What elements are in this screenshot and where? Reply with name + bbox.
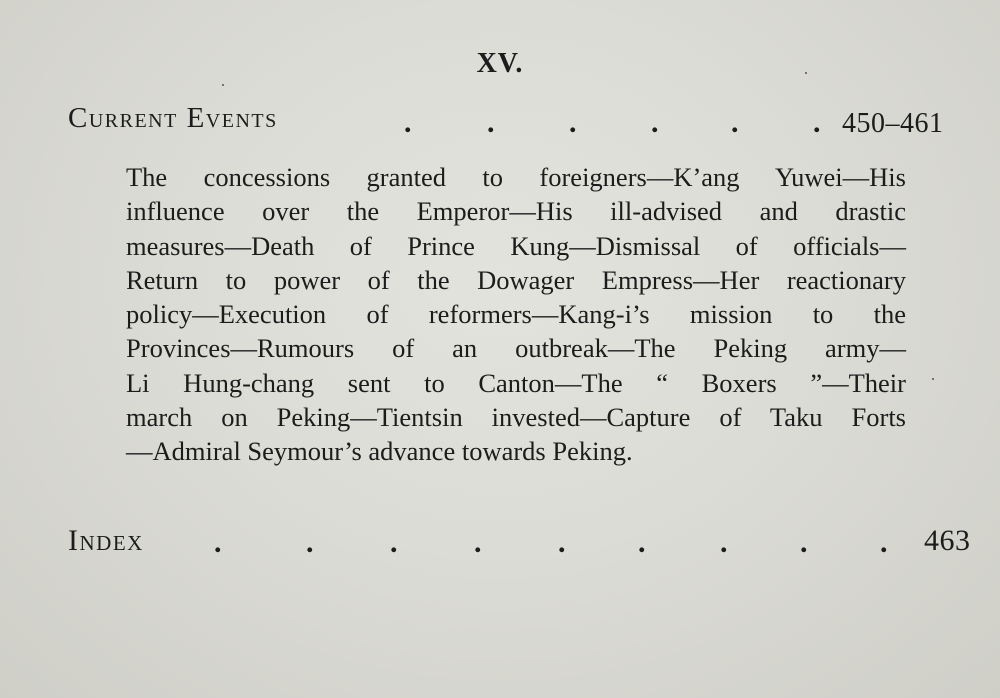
entry-title: Current Events <box>68 102 278 134</box>
leader-dot: . <box>720 526 728 559</box>
summary-line: influence over the Emperor—His ill-advised and drastic <box>126 196 906 227</box>
leader-dot: . <box>558 526 566 559</box>
paper-speck <box>805 72 807 74</box>
summary-line: march on Peking—Tientsin invested—Capture of Taku Forts <box>126 402 906 433</box>
leader-dot: . <box>731 106 739 139</box>
summary-line: —Admiral Seymour’s advance towards Peking. <box>126 436 633 467</box>
entry-page-range: 450–461 <box>842 108 944 139</box>
summary-line: The concessions granted to foreigners—K’ang Yuwei—His <box>126 162 906 192</box>
chapter-numeral: XV. <box>476 48 524 79</box>
leader-dot: . <box>390 526 398 559</box>
leader-dot: . <box>404 106 412 139</box>
paper-speck <box>222 84 224 86</box>
leader-dot: . <box>214 526 222 559</box>
toc-entry-index <box>68 524 971 564</box>
leader-dot: . <box>638 526 646 559</box>
summary-line: Provinces—Rumours of an outbreak—The Peking army— <box>126 333 906 364</box>
summary-line: Li Hung-chang sent to Canton—The “ Boxers ”—Their <box>126 367 906 398</box>
entry-title: Index <box>68 524 144 557</box>
entry-page-number: 463 <box>924 524 971 557</box>
leader-dot: . <box>487 106 495 139</box>
leader-dot: . <box>474 526 482 559</box>
toc-entry-current-events <box>68 102 968 142</box>
paper-speck <box>932 378 934 380</box>
leader-dot: . <box>569 106 577 139</box>
leader-dot: . <box>813 106 821 139</box>
leader-dot: . <box>880 526 888 559</box>
chapter-summary <box>126 160 906 469</box>
summary-line: Return to power of the Dowager Empress—Her reactionary <box>126 264 906 295</box>
leader-dot: . <box>306 526 314 559</box>
leader-dot: . <box>651 106 659 139</box>
summary-line: policy—Execution of reformers—Kang-i’s mission to the <box>126 299 906 330</box>
leader-dot: . <box>800 526 808 559</box>
summary-line: measures—Death of Prince Kung—Dismissal of officials— <box>126 230 906 261</box>
